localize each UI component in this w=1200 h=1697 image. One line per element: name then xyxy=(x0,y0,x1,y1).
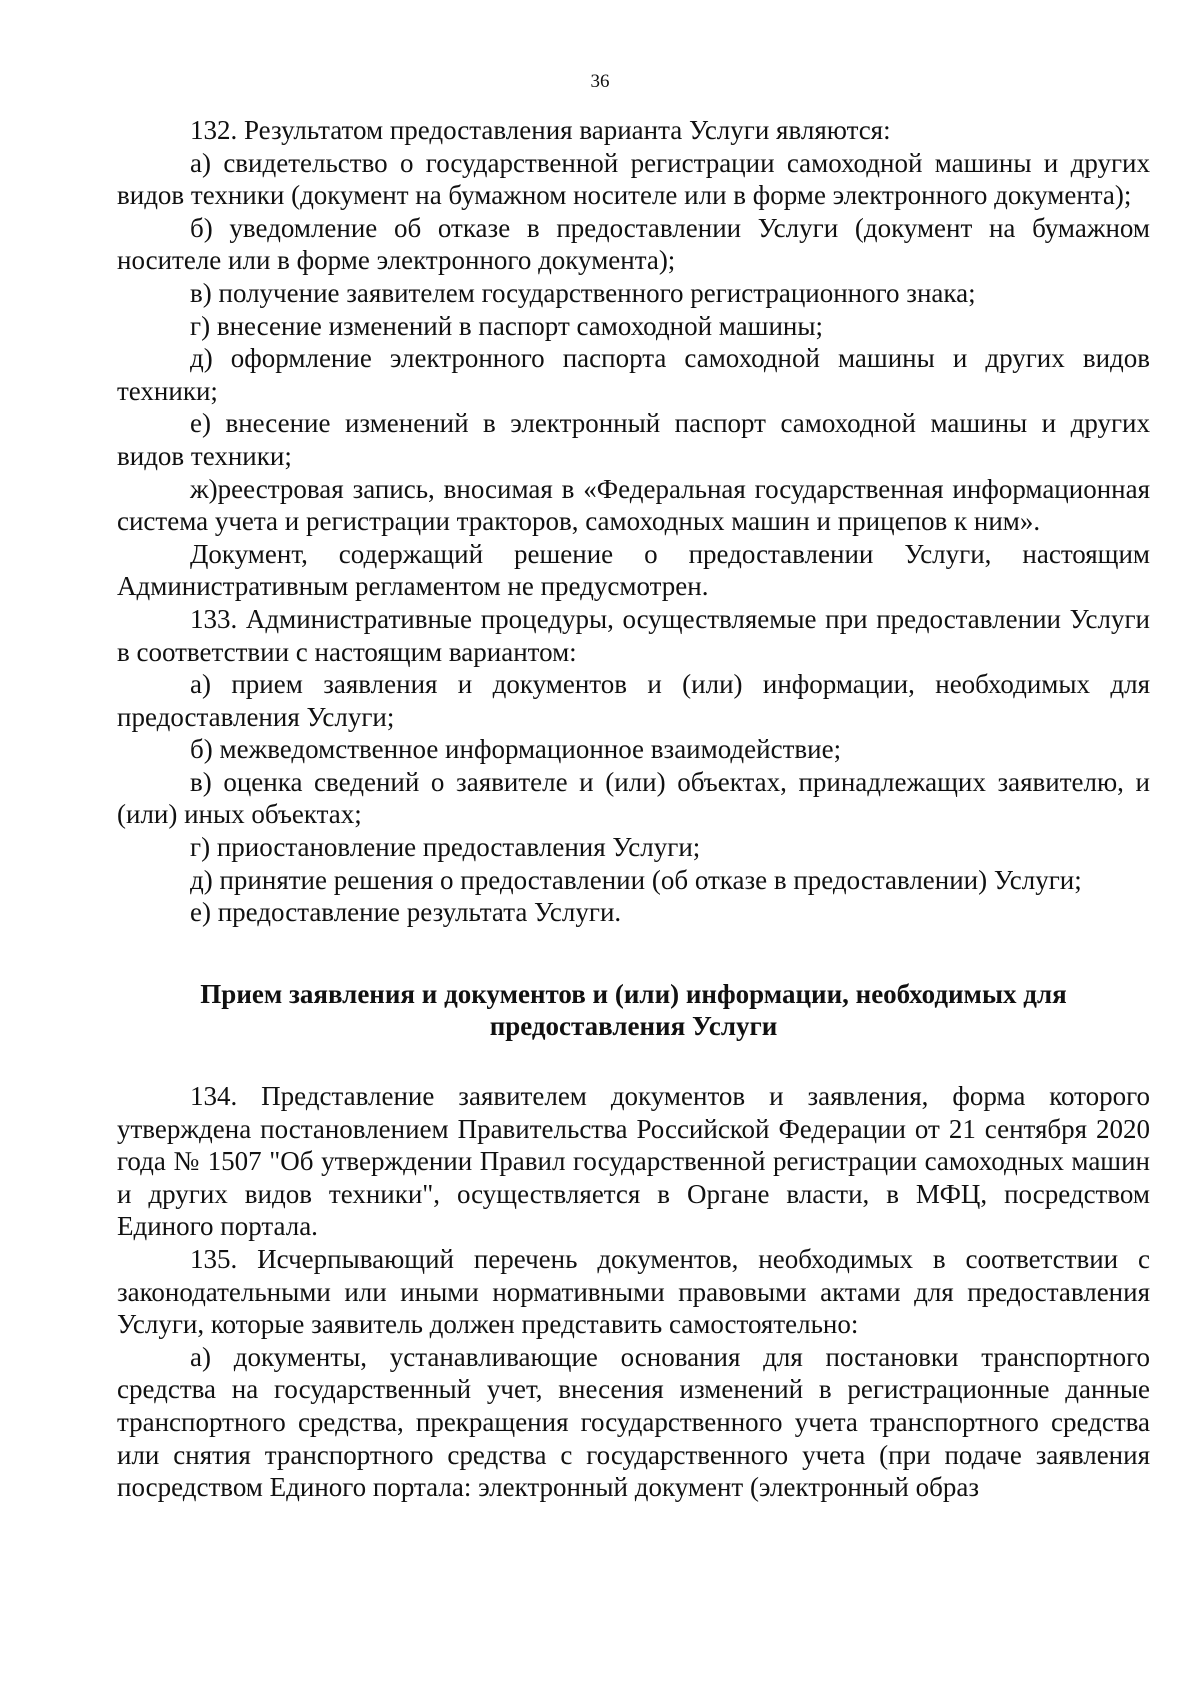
list-item-133-v: в) оценка сведений о заявителе и (или) объектах, принадлежащих заявителю, и (или) иных объектах; xyxy=(117,766,1150,830)
list-item-133-d: д) принятие решения о предоставлении (об отказе в предоставлении) Услуги; xyxy=(190,864,1082,895)
list-item-135-a: а) документы, устанавливающие основания для постановки транспортного средства на государственный учет, внесения изменений в регистрационные данные транспортного средства, прекращения государственного учета транспортного средства или снятия транспортного средства с государственного учета (при подаче заявления посредством Единого портала: электронный документ (электронный образ xyxy=(117,1341,1150,1503)
paragraph-decision-note: Документ, содержащий решение о предоставлении Услуги, настоящим Административным регламентом не предусмотрен. xyxy=(117,538,1150,602)
list-item-133-b: б) межведомственное информационное взаимодействие; xyxy=(190,734,842,765)
page-number: 36 xyxy=(590,71,610,92)
paragraph-134: 134. Представление заявителем документов и заявления, форма которого утверждена постановлением Правительства Российской Федерации от 21 сентября 2020 года № 1507 "Об утверждении Правил государственной регистрации самоходных машин и других видов техники", осуществляется в Органе власти, в МФЦ, посредством Единого портала. xyxy=(117,1081,1150,1242)
list-item-133-a: а) прием заявления и документов и (или) информации, необходимых для предоставления Услуги; xyxy=(117,669,1150,732)
list-item-132-v: в) получение заявителем государственного регистрационного знака; xyxy=(190,277,976,308)
paragraph-133: 133. Административные процедуры, осуществляемые при предоставлении Услуги в соответствии с настоящим вариантом: xyxy=(117,603,1150,667)
section-heading: Прием заявления и документов и (или) информации, необходимых для предоставления Услуги xyxy=(200,978,1067,1042)
list-item-132-d: д) оформление электронного паспорта самоходной машины и других видов техники; xyxy=(117,343,1150,406)
list-item-133-e: е) предоставление результата Услуги. xyxy=(190,897,622,928)
list-item-133-g: г) приостановление предоставления Услуги; xyxy=(190,832,701,863)
paragraph-135: 135. Исчерпывающий перечень документов, необходимых в соответствии с законодательными или иными нормативными правовыми актами для предоставления Услуги, которые заявитель должен представить самостоятельно: xyxy=(117,1244,1150,1340)
document-body xyxy=(117,114,1150,1504)
list-item-132-a: а) свидетельство о государственной регистрации самоходной машины и других видов техники (документ на бумажном носителе или в форме электронного документа); xyxy=(117,147,1150,211)
list-item-132-b: б) уведомление об отказе в предоставлении Услуги (документ на бумажном носителе или в форме электронного документа); xyxy=(117,212,1150,276)
list-item-132-e: е) внесение изменений в электронный паспорт самоходной машины и других видов техники; xyxy=(117,408,1150,471)
list-item-132-g: г) внесение изменений в паспорт самоходной машины; xyxy=(190,310,823,341)
list-item-132-zh: ж)реестровая запись, вносимая в «Федеральная государственная информационная система учета и регистрации тракторов, самоходных машин и прицепов к ним». xyxy=(117,473,1150,537)
paragraph-132: 132. Результатом предоставления варианта Услуги являются: xyxy=(190,115,891,145)
